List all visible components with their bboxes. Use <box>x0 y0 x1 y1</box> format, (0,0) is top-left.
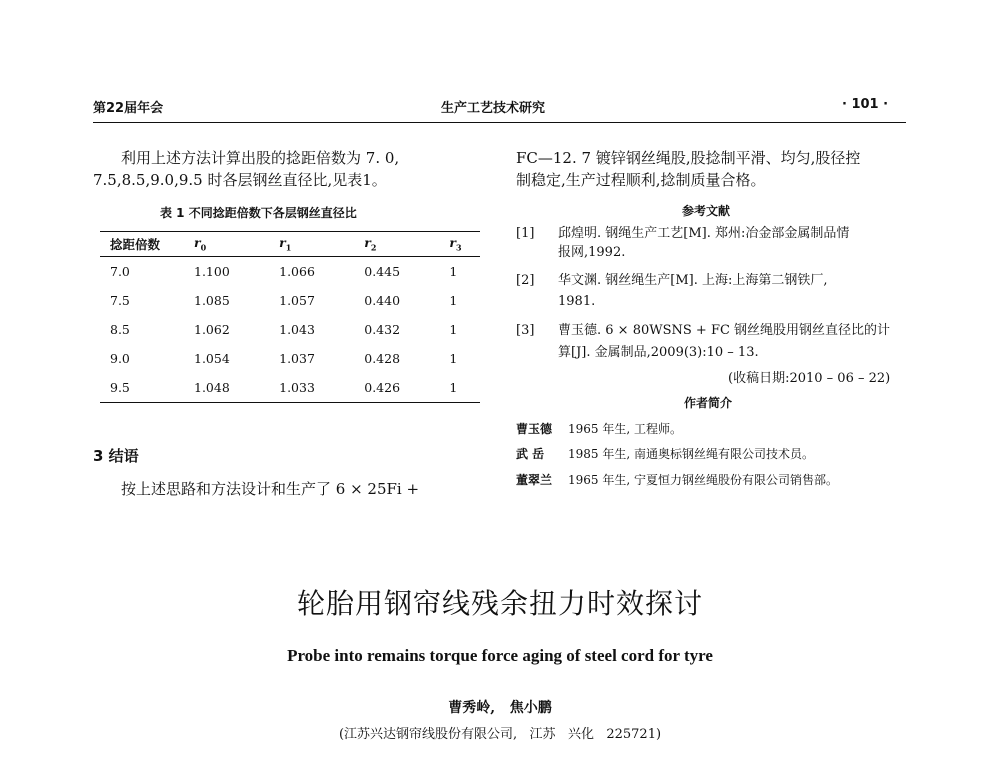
table-cell: 1.057 <box>279 293 315 308</box>
reference-text: 邱煌明. 钢绳生产工艺[M]. 郑州:冶金部金属制品情 <box>558 226 850 241</box>
page-number: · 101 · <box>842 97 889 112</box>
right-paragraph-line-2: 制稳定,生产过程顺利,捻制质量合格。 <box>516 171 766 189</box>
references-heading: 参考文献 <box>682 204 731 218</box>
article-affiliation: (江苏兴达钢帘线股份有限公司, 江苏 兴化 225721) <box>338 727 662 742</box>
table-cell: 1.066 <box>279 264 315 279</box>
col-header-r3: $r_3$ <box>445 232 480 257</box>
running-header-center: 生产工艺技术研究 <box>441 101 546 116</box>
right-paragraph-line-1: FC—12. 7 镀锌钢丝绳股,股捻制平滑、均匀,股径控 <box>516 149 861 167</box>
author-bio-row <box>516 471 838 488</box>
header-rule <box>93 122 906 123</box>
col-header-twist-multiple: 捻距倍数 <box>100 232 190 257</box>
section-heading-conclusion: 3 结语 <box>93 447 139 465</box>
reference-number: [2] <box>516 273 535 288</box>
col-header-r0: $r_0$ <box>190 232 275 257</box>
author-bio-desc: 1985 年生, 南通奥标钢丝绳有限公司技术员。 <box>568 447 814 461</box>
author-bio-row <box>516 420 682 437</box>
reference-text-continued: 报网,1992. <box>558 245 626 260</box>
col-header-r2: $r_2$ <box>360 232 445 257</box>
table-cell: 1 <box>449 351 458 366</box>
left-paragraph-line-2: 7.5,8.5,9.0,9.5 时各层钢丝直径比,见表1。 <box>93 171 387 189</box>
table-cell: 9.0 <box>110 351 130 366</box>
author-bio-row <box>516 445 814 462</box>
table-cell: 0.440 <box>364 293 401 308</box>
table-row <box>100 315 480 344</box>
table-cell: 1.100 <box>194 264 230 279</box>
table-cell: 8.5 <box>110 322 130 337</box>
table-caption: 表 1 不同捻距倍数下各层钢丝直径比 <box>160 206 357 220</box>
table-cell: 0.445 <box>364 264 401 279</box>
reference-text: 曹玉德. 6 × 80WSNS + FC 钢丝绳股用钢丝直径比的计 <box>558 323 891 338</box>
ratio-table <box>100 231 480 403</box>
table-cell: 9.5 <box>100 373 190 403</box>
author-bio-desc: 1965 年生, 宁夏恒力钢丝绳股份有限公司销售部。 <box>568 473 838 487</box>
author-bio-name: 武 岳 <box>516 447 545 461</box>
table-cell: 1.054 <box>194 351 230 366</box>
author-bio-desc: 1965 年生, 工程师。 <box>568 422 682 436</box>
table-cell: 1 <box>449 264 458 279</box>
reference-number: [1] <box>516 226 535 241</box>
table-cell: 0.428 <box>364 351 401 366</box>
table-row <box>100 344 480 373</box>
reference-text-continued: 1981. <box>558 294 596 309</box>
table-cell: 1.033 <box>275 373 360 403</box>
conclusion-paragraph: 按上述思路和方法设计和生产了 6 × 25Fi + <box>121 480 420 498</box>
table-cell: 0.426 <box>360 373 445 403</box>
table-cell: 1.043 <box>279 322 315 337</box>
reference-number: [3] <box>516 323 535 338</box>
article-title-chinese: 轮胎用钢帘线残余扭力时效探讨 <box>296 587 703 620</box>
table-cell: 1 <box>449 322 458 337</box>
received-date: (收稿日期:2010 – 06 – 22) <box>728 371 891 386</box>
col-header-r1: $r_1$ <box>275 232 360 257</box>
author-bio-name: 董翠兰 <box>516 473 553 487</box>
table-cell: 1.085 <box>194 293 230 308</box>
table-cell: 7.0 <box>110 264 130 279</box>
table-cell: 1.048 <box>190 373 275 403</box>
left-paragraph-line-1: 利用上述方法计算出股的捻距倍数为 7. 0, <box>121 149 400 167</box>
table-cell: 1 <box>445 373 480 403</box>
author-bio-name: 曹玉德 <box>516 422 553 436</box>
article-title-english: Probe into remains torque force aging of steel cord for tyre <box>287 646 713 665</box>
table-cell: 7.5 <box>110 293 130 308</box>
reference-text-continued: 算[J]. 金属制品,2009(3):10 – 13. <box>558 345 759 360</box>
table-row <box>100 257 480 287</box>
author-bio-heading: 作者简介 <box>684 396 733 410</box>
table-cell: 1.037 <box>279 351 315 366</box>
running-header-left: 第22届年会 <box>93 101 164 116</box>
article-authors: 曹秀岭, 焦小鹏 <box>448 700 552 716</box>
reference-text: 华文渊. 钢丝绳生产[M]. 上海:上海第二钢铁厂, <box>558 273 828 288</box>
table-header-row <box>100 232 480 257</box>
table-row <box>100 373 480 403</box>
table-cell: 1.062 <box>194 322 230 337</box>
table-cell: 1 <box>449 293 458 308</box>
table-row <box>100 286 480 315</box>
table-cell: 0.432 <box>364 322 401 337</box>
